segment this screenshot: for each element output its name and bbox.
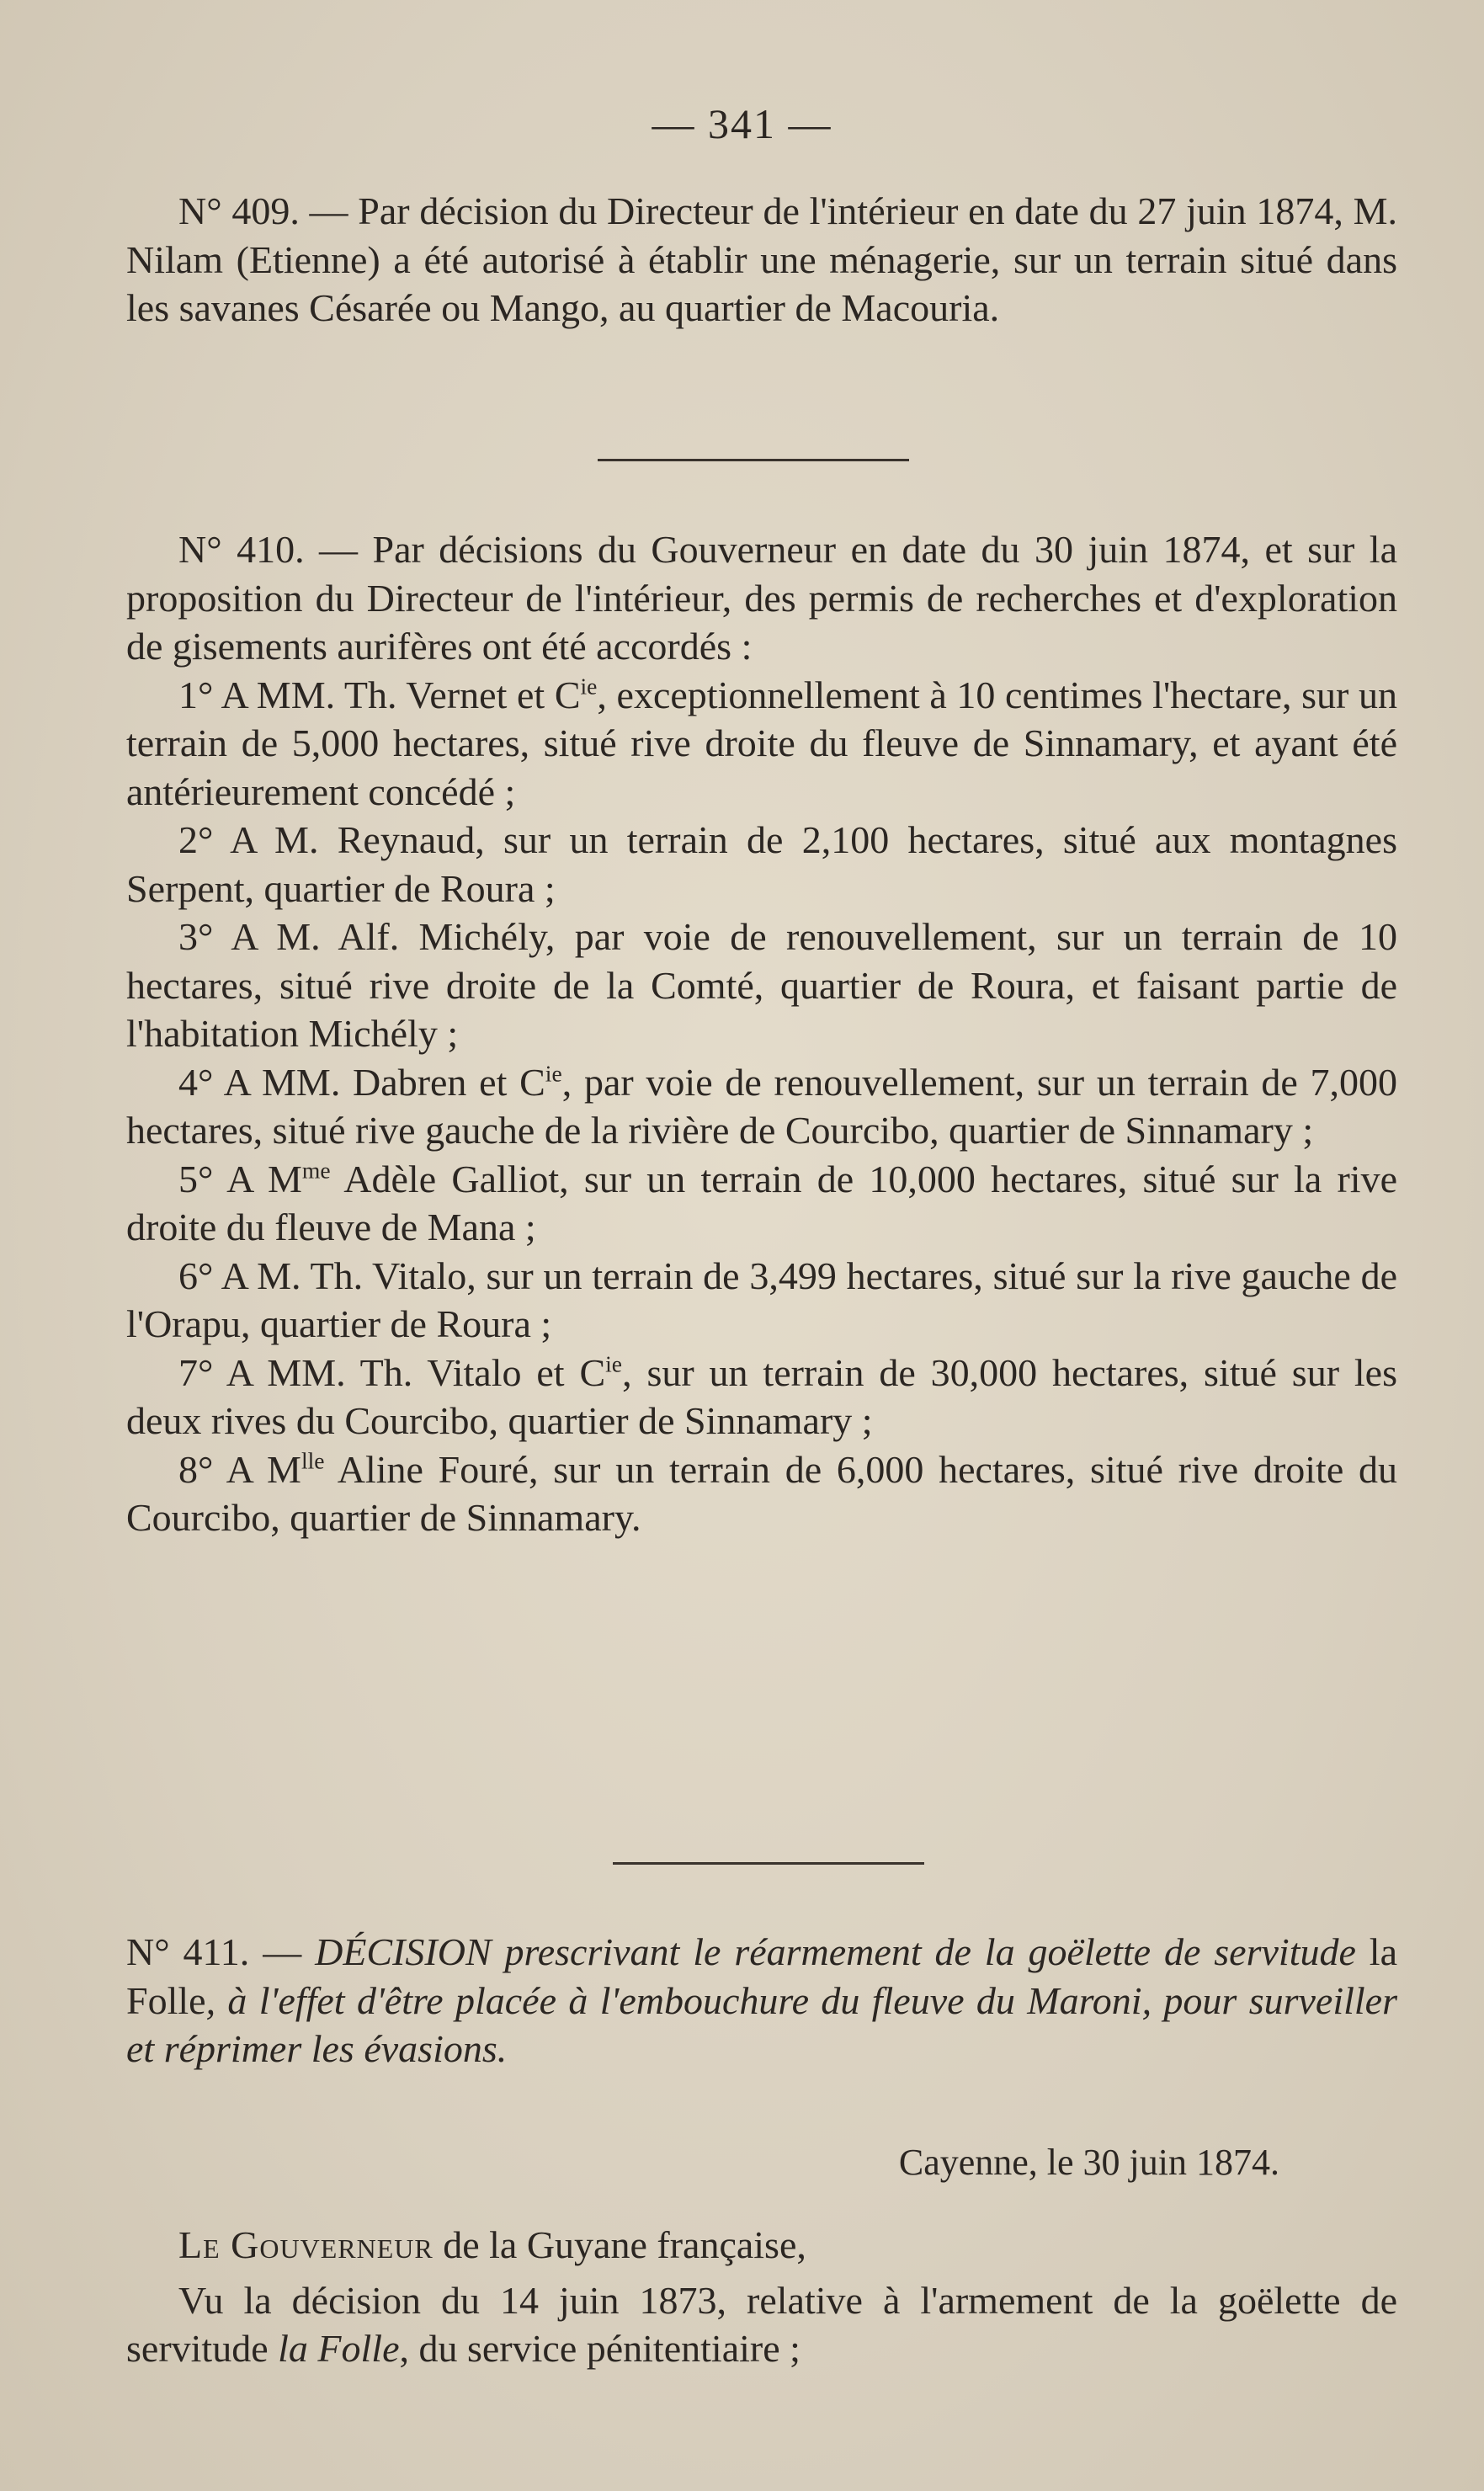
permit-item: 1° A MM. Th. Vernet et $C^{ie}$, exceptionnellement à 10 centimes l'hectare, sur un terrain de 5,000 hectares, situé rive droite du fleuve de Sinnamary, et ayant été antérieurement concédé ;	[126, 673, 1397, 813]
section-divider	[613, 1862, 924, 1865]
governor-line: Le Gouverneur de la Guyane française,	[178, 2223, 806, 2266]
decision-411-heading	[126, 1928, 1397, 2073]
governor-title: Gouverneur	[231, 2223, 433, 2266]
permit-item: 3° A M. Alf. Michély, par voie de renouvellement, sur un terrain de 10 hectares, situé rive droite de la Comté, quartier de Roura, et faisant partie de l'habitation Michély ;	[126, 915, 1397, 1055]
permit-item: 7° A MM. Th. Vitalo et $C^{ie}$, sur un terrain de 30,000 hectares, situé sur les deux rives du Courcibo, quartier de Sinnamary ;	[126, 1350, 1397, 1442]
decision-411	[126, 1928, 1397, 2073]
considering-clause: Vu la décision du 14 juin 1873, relative à l'armement de la goëlette de servitude la Folle, du service pénitentiaire ;	[126, 2278, 1397, 2370]
permit-item: 8° A $M^{lle}$ Aline Fouré, sur un terrain de 6,000 hectares, situé rive droite du Courcibo, quartier de Sinnamary.	[126, 1447, 1397, 1539]
decision-title: DÉCISION prescrivant le réarmement de la goëlette de servitude	[315, 1930, 1370, 1973]
permit-item: 2° A M. Reynaud, sur un terrain de 2,100 hectares, situé aux montagnes Serpent, quartier de Roura ;	[126, 818, 1397, 910]
decision-number: N° 411. —	[126, 1930, 316, 1973]
section-divider	[598, 459, 909, 461]
decision-title-cont: , à l'effet d'être placée à l'embouchure du fleuve du Maroni, pour surveiller et réprimer les évasions.	[126, 1978, 1397, 2070]
decision-410	[126, 525, 1397, 1542]
permit-item: 6° A M. Th. Vitalo, sur un terrain de 3,499 hectares, situé sur la rive gauche de l'Orapu, quartier de Roura ;	[126, 1253, 1397, 1345]
decision-409	[126, 187, 1397, 333]
place-date: Cayenne, le 30 juin 1874.	[898, 2142, 1279, 2183]
ship-name: la Folle	[126, 1930, 1397, 2022]
ship-name: la Folle	[278, 2327, 400, 2370]
permit-item: 5° A $M^{me}$ Adèle Galliot, sur un terrain de 10,000 hectares, situé sur la rive droite du fleuve de Mana ;	[126, 1157, 1397, 1248]
decision-body	[126, 2221, 1397, 2380]
decision-409-text: N° 409. — Par décision du Directeur de l'intérieur en date du 27 juin 1874, M. Nilam (Etienne) a été autorisé à établir une ménagerie, sur un terrain situé dans les savanes Césarée ou Mango, au quartier de Macouria.	[126, 189, 1397, 329]
page-number: — 341 —	[652, 100, 832, 147]
permit-item: 4° A MM. Dabren et $C^{ie}$, par voie de renouvellement, sur un terrain de 7,000 hectares, situé rive gauche de la rivière de Courcibo, quartier de Sinnamary ;	[126, 1060, 1398, 1152]
decision-410-intro: N° 410. — Par décisions du Gouverneur en date du 30 juin 1874, et sur la proposition du Directeur de l'intérieur, des permis de recherches et d'exploration de gisements aurifères ont été accordés :	[126, 528, 1397, 668]
